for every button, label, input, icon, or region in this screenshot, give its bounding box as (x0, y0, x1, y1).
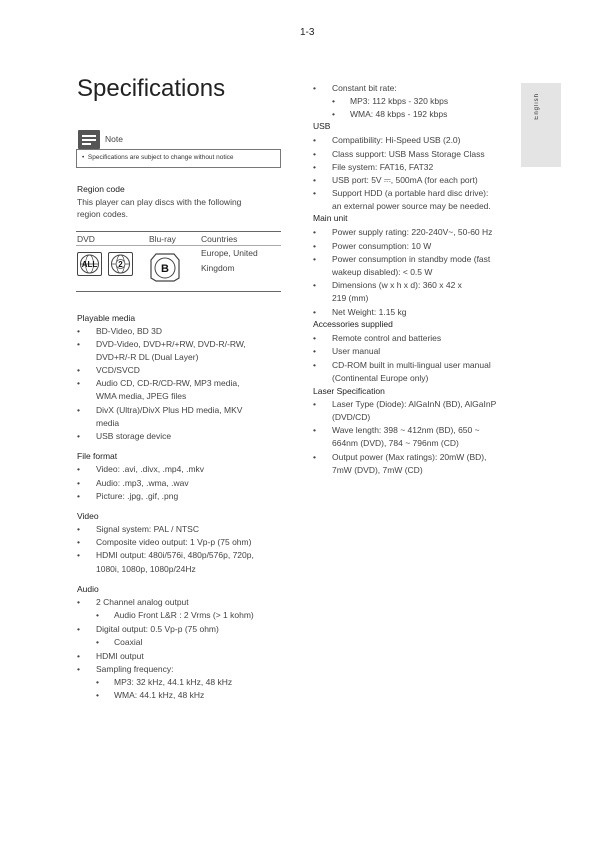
list-item-text: DVD+R/-R DL (Dual Layer) (96, 352, 199, 362)
list-item-text: Picture: .jpg, .gif, .png (96, 491, 179, 501)
bullet-icon: • (77, 537, 80, 547)
list-item-text: Remote control and batteries (332, 333, 442, 343)
bluray-region-b-logo (148, 250, 182, 284)
list-item-text: 2 Channel analog output (96, 597, 189, 607)
list-item-text: Laser Type (Diode): AlGaInN (BD), AlGaInP (332, 399, 497, 409)
list-item-text: 219 (mm) (332, 293, 369, 303)
list-item-text: (Continental Europe only) (332, 373, 429, 383)
bullet-icon: • (332, 96, 335, 106)
bullet-icon: • (313, 254, 316, 264)
bullet-icon: • (332, 109, 335, 119)
region-country-line2: Kingdom (201, 263, 235, 273)
bullet-icon: • (77, 524, 80, 534)
section-heading: Audio (77, 584, 99, 594)
bullet-icon: • (313, 425, 316, 435)
list-item-text: 664nm (DVD), 784 ~ 796nm (CD) (332, 438, 459, 448)
bullet-icon: • (313, 83, 316, 93)
list-item-text: DVD-Video, DVD+R/+RW, DVD-R/-RW, (96, 339, 246, 349)
bullet-icon: • (77, 491, 80, 501)
region-code-heading: Region code (77, 184, 125, 194)
bullet-icon: • (77, 378, 80, 388)
region-table-header-bluray: Blu-ray (149, 234, 176, 244)
page-title: Specifications (77, 75, 226, 102)
bullet-icon: • (313, 149, 316, 159)
dvd-logo-all-text: ALL (81, 260, 98, 269)
list-item-text: Audio Front L&R : 2 Vrms (> 1 kohm) (114, 610, 254, 620)
bullet-icon: • (96, 610, 99, 620)
dvd-region-2-logo (108, 252, 133, 276)
region-table-bottom-rule (76, 291, 281, 292)
list-item-text: DivX (Ultra)/DivX Plus HD media, MKV (96, 405, 243, 415)
dvd-region-all-logo (77, 252, 102, 276)
bluray-logo-text: B (161, 263, 169, 275)
globe-icon (109, 253, 132, 275)
list-item-text: 1080i, 1080p, 1080p/24Hz (96, 564, 196, 574)
list-item-text: Wave length: 398 ~ 412nm (BD), 650 ~ (332, 425, 480, 435)
bullet-icon: • (77, 464, 80, 474)
list-item-text: MP3: 112 kbps - 320 kbps (350, 96, 449, 106)
bluray-region-icon (148, 250, 182, 284)
section-heading: USB (313, 121, 331, 131)
language-side-tab (521, 83, 561, 167)
note-item-text: Specifications are subject to change without notice (87, 154, 234, 161)
list-item-text: Output power (Max ratings): 20mW (BD), (332, 452, 487, 462)
list-item-text: Power consumption: 10 W (332, 241, 432, 251)
bullet-icon: • (77, 431, 80, 441)
region-table-top-rule (76, 231, 281, 232)
list-item-text: Support HDD (a portable hard disc drive): (332, 188, 489, 198)
list-item-text: media (96, 418, 120, 428)
bullet-icon: • (313, 188, 316, 198)
bullet-icon: • (313, 280, 316, 290)
list-item-text: MP3: 32 kHz, 44.1 kHz, 48 kHz (114, 677, 233, 687)
bullet-icon: • (96, 637, 99, 647)
region-code-intro-line2: region codes. (77, 209, 129, 219)
list-item-text: Dimensions (w x h x d): 360 x 42 x (332, 280, 462, 290)
list-item-text: Power supply rating: 220-240V~, 50-60 Hz (332, 227, 493, 237)
language-tab-label: English (534, 93, 540, 120)
section-heading: Video (77, 511, 99, 521)
list-item-text: USB port: 5V ⎓, 500mA (for each port) (332, 175, 478, 185)
region-table-header-rule (76, 245, 281, 246)
bullet-icon: • (77, 624, 80, 634)
bullet-icon: • (313, 241, 316, 251)
note-box (76, 149, 281, 168)
list-item-text: Class support: USB Mass Storage Class (332, 149, 485, 159)
bullet-icon: • (77, 550, 80, 560)
list-item-text: WMA: 44.1 kHz, 48 kHz (114, 690, 205, 700)
list-item-text: HDMI output: 480i/576i, 480p/576p, 720p, (96, 550, 254, 560)
bullet-icon: • (313, 360, 316, 370)
bullet-icon: • (313, 399, 316, 409)
section-heading: Playable media (77, 313, 136, 323)
bullet-icon: • (96, 690, 99, 700)
list-item-text: USB storage device (96, 431, 172, 441)
list-item-text: Audio CD, CD-R/CD-RW, MP3 media, (96, 378, 240, 388)
list-item-text: BD-Video, BD 3D (96, 326, 162, 336)
list-item-text: (DVD/CD) (332, 412, 371, 422)
section-heading: File format (77, 451, 118, 461)
list-item-text: WMA: 48 kbps - 192 kbps (350, 109, 448, 119)
list-item-text: Power consumption in standby mode (fast (332, 254, 491, 264)
list-item-text: 7mW (DVD), 7mW (CD) (332, 465, 423, 475)
list-item-text: HDMI output (96, 651, 144, 661)
section-heading: Laser Specification (313, 386, 385, 396)
bullet-icon: • (96, 677, 99, 687)
list-item-text: Video: .avi, .divx, .mp4, .mkv (96, 464, 205, 474)
list-item-text: WMA media, JPEG files (96, 391, 187, 401)
region-country-line1: Europe, United (201, 248, 258, 258)
list-item-text: VCD/SVCD (96, 365, 140, 375)
note-icon (78, 130, 100, 149)
dvd-logo-2-text: 2 (118, 260, 123, 269)
bullet-icon: • (313, 227, 316, 237)
list-item-text: Sampling frequency: (96, 664, 174, 674)
list-item-text: Composite video output: 1 Vp-p (75 ohm) (96, 537, 252, 547)
bullet-icon: • (313, 175, 316, 185)
bullet-icon: • (313, 452, 316, 462)
list-item-text: an external power source may be needed. (332, 201, 491, 211)
page-number: 1-3 (300, 27, 315, 38)
note-item: • Specifications are subject to change without notice (82, 154, 234, 161)
list-item-text: Net Weight: 1.15 kg (332, 307, 407, 317)
bullet-icon: • (77, 365, 80, 375)
region-code-intro-line1: This player can play discs with the following (77, 197, 242, 207)
list-item-text: Compatibility: Hi-Speed USB (2.0) (332, 135, 461, 145)
list-item-text: wakeup disabled): < 0.5 W (332, 267, 433, 277)
list-item-text: Coaxial (114, 637, 143, 647)
bullet-icon: • (77, 478, 80, 488)
bullet-icon: • (313, 307, 316, 317)
note-label: Note (105, 134, 123, 144)
section-heading: Accessories supplied (313, 319, 393, 329)
list-item-text: Signal system: PAL / NTSC (96, 524, 199, 534)
bullet-icon: • (77, 651, 80, 661)
region-table-header-dvd: DVD (77, 234, 95, 244)
list-item-text: CD-ROM built in multi-lingual user manual (332, 360, 491, 370)
list-item-text: Constant bit rate: (332, 83, 397, 93)
bullet-icon: • (77, 339, 80, 349)
section-heading: Main unit (313, 213, 348, 223)
bullet-icon: • (313, 135, 316, 145)
region-table-header-countries: Countries (201, 234, 238, 244)
bullet-icon: • (77, 597, 80, 607)
list-item-text: User manual (332, 346, 381, 356)
bullet-icon: • (313, 333, 316, 343)
bullet-icon: • (77, 664, 80, 674)
bullet-icon: • (313, 346, 316, 356)
list-item-text: File system: FAT16, FAT32 (332, 162, 434, 172)
bullet-icon: • (77, 405, 80, 415)
list-item-text: Digital output: 0.5 Vp-p (75 ohm) (96, 624, 219, 634)
bullet-icon: • (77, 326, 80, 336)
bullet-icon: • (313, 162, 316, 172)
list-item-text: Audio: .mp3, .wma, .wav (96, 478, 189, 488)
globe-icon (78, 253, 101, 275)
